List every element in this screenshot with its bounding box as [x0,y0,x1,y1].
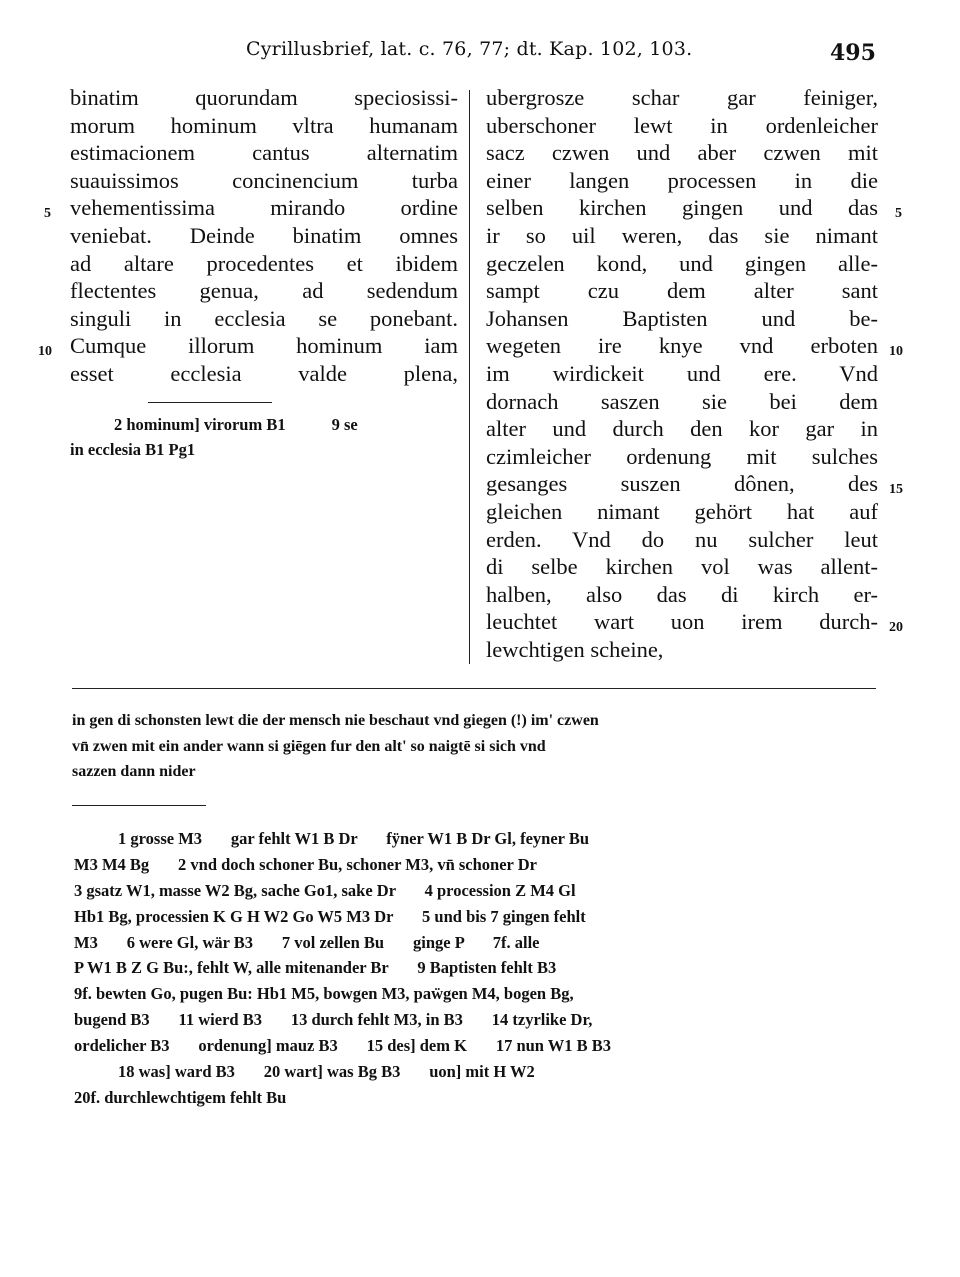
latin-line: ad altare procedentes et ibidem [70,250,458,276]
latin-line: singuli in ecclesia se ponebant. [70,305,458,331]
german-line: einer langen processen in die [486,167,878,193]
german-line-number: 15 [889,482,903,497]
latin-note: in ecclesia B1 Pg1 [70,440,196,459]
latin-line: morum hominum vltra humanam [70,112,458,138]
latin-note: 9 se [331,415,358,434]
apparatus-line: M3 M4 Bg 2 vnd doch schoner Bu, schoner M3, vn̄ schoner Dr [74,854,537,874]
latin-line: vehementissima mirando ordine [70,195,458,221]
apparatus-line: M3 6 were Gl, wär B3 7 vol zellen Bu ginge P 7f. alle [74,932,540,952]
apparatus-line: ordelicher B3 ordenung] mauz B3 15 des] dem K 17 nun W1 B B3 [74,1036,612,1056]
german-line: ir so uil weren, das sie nimant [486,222,878,248]
german-line: sampt czu dem alter sant [486,278,878,304]
variant-line: sazzen dann nider [72,763,196,780]
apparatus-line: P W1 B Z G Bu:, fehlt W, alle mitenander Br 9 Baptisten fehlt B3 [74,958,557,978]
german-line: dornach saszen sie bei dem [486,388,878,414]
apparatus-line: 1 grosse M3 gar fehlt W1 B Dr fÿner W1 B Dr Gl, feyner Bu [118,829,589,848]
german-line: ubergrosze schar gar feiniger, [486,85,878,110]
variant-line: vn̄ zwen mit ein ander wann si giēgen fur den alt' so naigtē si sich vnd [72,737,546,755]
german-line: di selbe kirchen vol was allent- [486,554,878,580]
latin-line-number: 5 [44,206,51,221]
german-line: geczelen kond, und gingen alle- [486,250,878,276]
german-line: erden. Vnd do nu sulcher leut [486,526,878,552]
german-line: uberschoner lewt in ordenleicher [486,112,878,138]
german-line: leuchtet wart uon irem durch- [486,609,878,635]
german-line: sacz czwen und aber czwen mit [486,140,878,166]
latin-line: veniebat. Deinde binatim omnes [70,222,458,248]
german-line: im wirdickeit und ere. Vnd [486,360,878,386]
latin-line: Cumque illorum hominum iam [70,333,458,359]
latin-line: flectentes genua, ad sedendum [70,278,458,304]
apparatus-rule [72,805,206,806]
latin-line: esset ecclesia valde plena, [70,360,458,386]
german-line: czimleicher ordenung mit sulches [486,443,878,469]
german-line: halben, also das di kirch er- [486,581,878,607]
apparatus-line: 3 gsatz W1, masse W2 Bg, sache Go1, sake Dr 4 procession Z M4 Gl [74,880,576,900]
variant-text [72,708,880,785]
apparatus-line: 18 was] ward B3 20 wart] was Bg B3 uon] mit H W2 [118,1062,535,1082]
apparatus-line: 9f. bewten Go, pugen Bu: Hb1 M5, bowgen M3, paẅgen M4, bogen Bg, [74,984,574,1004]
apparatus-line: 20f. durchlewchtigem fehlt Bu [74,1087,287,1107]
german-line: selben kirchen gingen und das [486,195,878,221]
latin-note: 2 hominum] virorum B1 [114,415,286,434]
german-line: Johansen Baptisten und be- [486,305,878,331]
apparatus-line: Hb1 Bg, processien K G H W2 Go W5 M3 Dr 5 und bis 7 gingen fehlt [74,906,586,926]
german-line: lewchtigen scheine, [486,636,664,662]
latin-notes [70,412,458,462]
german-line: gleichen nimant gehört hat auf [486,498,878,524]
apparatus-line: bugend B3 11 wierd B3 13 durch fehlt M3, in B3 14 tzyrlike Dr, [74,1010,593,1030]
critical-apparatus [74,826,884,1111]
latin-notes-rule [148,402,272,403]
text-separator-rule [72,688,876,689]
german-line: gesanges suszen dônen, des [486,471,878,497]
column-divider [469,90,470,664]
german-line: alter und durch den kor gar in [486,416,878,442]
page-number: 495 [830,40,876,66]
german-column [486,84,878,663]
variant-line: in gen di schonsten lewt die der mensch nie beschaut vnd giegen (!) im' czwen [72,712,599,729]
latin-column [70,84,458,388]
running-header: Cyrillusbrief, lat. c. 76, 77; dt. Kap. 102, 103. [246,38,693,60]
latin-line: binatim quorundam speciosissi- [70,85,458,110]
latin-line: suauissimos concinencium turba [70,167,458,193]
latin-line: estimacionem cantus alternatim [70,140,458,166]
latin-line-number: 10 [38,344,52,359]
german-line: wegeten ire knye vnd erboten [486,333,878,359]
german-line-number: 10 [889,344,903,359]
german-line-number: 5 [895,206,902,221]
german-line-number: 20 [889,620,903,635]
